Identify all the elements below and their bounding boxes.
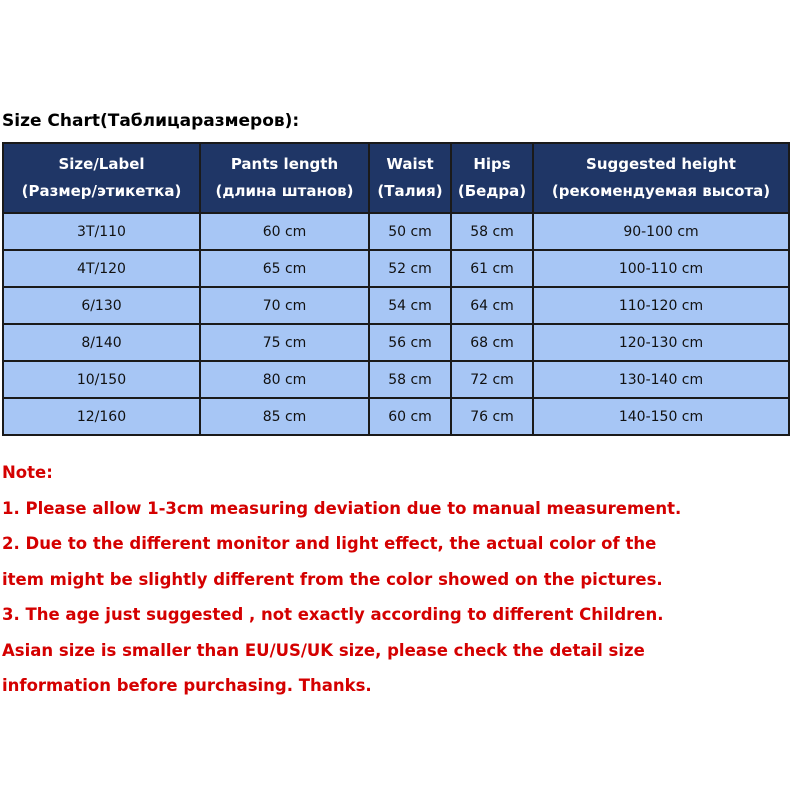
- note-line: 3. The age just suggested , not exactly according to different Children.: [2, 605, 664, 624]
- note-line: information before purchasing. Thanks.: [2, 676, 372, 695]
- table-row: [3, 398, 789, 435]
- cell-suggested-height: 100-110 cm: [533, 250, 789, 287]
- header-line: (Бедра): [457, 182, 527, 200]
- cell-size-label: 8/140: [3, 324, 200, 361]
- header-size-label: [3, 143, 200, 213]
- header-line: Waist: [386, 155, 434, 173]
- header-line: Size/Label: [58, 155, 145, 173]
- header-line: (Размер/этикетка): [21, 182, 182, 200]
- header-line: (длина штанов): [215, 182, 354, 200]
- header-hips: [451, 143, 533, 213]
- note-line: item might be slightly different from the color showed on the pictures.: [2, 569, 663, 589]
- cell-pants-length: 75 cm: [200, 324, 369, 361]
- cell-hips: 76 cm: [451, 398, 533, 435]
- cell-pants-length: 60 cm: [200, 213, 369, 250]
- table-header: [3, 143, 789, 213]
- cell-suggested-height: 90-100 cm: [533, 213, 789, 250]
- cell-waist: 50 cm: [369, 213, 451, 250]
- cell-hips: 61 cm: [451, 250, 533, 287]
- table-row: [3, 213, 789, 250]
- cell-suggested-height: 140-150 cm: [533, 398, 789, 435]
- cell-suggested-height: 120-130 cm: [533, 324, 789, 361]
- cell-size-label: 4T/120: [3, 250, 200, 287]
- cell-suggested-height: 110-120 cm: [533, 287, 789, 324]
- cell-pants-length: 70 cm: [200, 287, 369, 324]
- size-chart-table: [2, 142, 790, 436]
- cell-waist: 58 cm: [369, 361, 451, 398]
- cell-size-label: 3T/110: [3, 213, 200, 250]
- cell-hips: 64 cm: [451, 287, 533, 324]
- cell-waist: 52 cm: [369, 250, 451, 287]
- cell-waist: 54 cm: [369, 287, 451, 324]
- header-line: (рекомендуемая высота): [551, 182, 771, 200]
- cell-hips: 72 cm: [451, 361, 533, 398]
- cell-size-label: 10/150: [3, 361, 200, 398]
- header-waist: [369, 143, 451, 213]
- header-line: Pants length: [230, 155, 339, 173]
- page-title: Size Chart(Таблицаразмеров):: [2, 111, 300, 131]
- cell-size-label: 6/130: [3, 287, 200, 324]
- cell-size-label: 12/160: [3, 398, 200, 435]
- cell-waist: 60 cm: [369, 398, 451, 435]
- table-body: [3, 213, 789, 435]
- cell-waist: 56 cm: [369, 324, 451, 361]
- header-line: Hips: [473, 155, 511, 173]
- note-line: 2. Due to the different monitor and light effect, the actual color of the: [2, 534, 657, 553]
- table-row: [3, 287, 789, 324]
- cell-pants-length: 65 cm: [200, 250, 369, 287]
- cell-pants-length: 80 cm: [200, 361, 369, 398]
- cell-hips: 68 cm: [451, 324, 533, 361]
- table-row: [3, 250, 789, 287]
- header-pants-length: [200, 143, 369, 213]
- header-suggested-height: [533, 143, 789, 213]
- table-row: [3, 361, 789, 398]
- header-line: Suggested height: [586, 155, 736, 173]
- notes-heading: Note:: [2, 463, 53, 482]
- header-row: [3, 143, 789, 213]
- note-line: Asian size is smaller than EU/US/UK size, please check the detail size: [2, 640, 645, 660]
- cell-suggested-height: 130-140 cm: [533, 361, 789, 398]
- cell-hips: 58 cm: [451, 213, 533, 250]
- note-line: 1. Please allow 1-3cm measuring deviation due to manual measurement.: [2, 498, 682, 518]
- cell-pants-length: 85 cm: [200, 398, 369, 435]
- table-row: [3, 324, 789, 361]
- header-line: (Талия): [377, 182, 443, 200]
- notes-section: [2, 455, 798, 704]
